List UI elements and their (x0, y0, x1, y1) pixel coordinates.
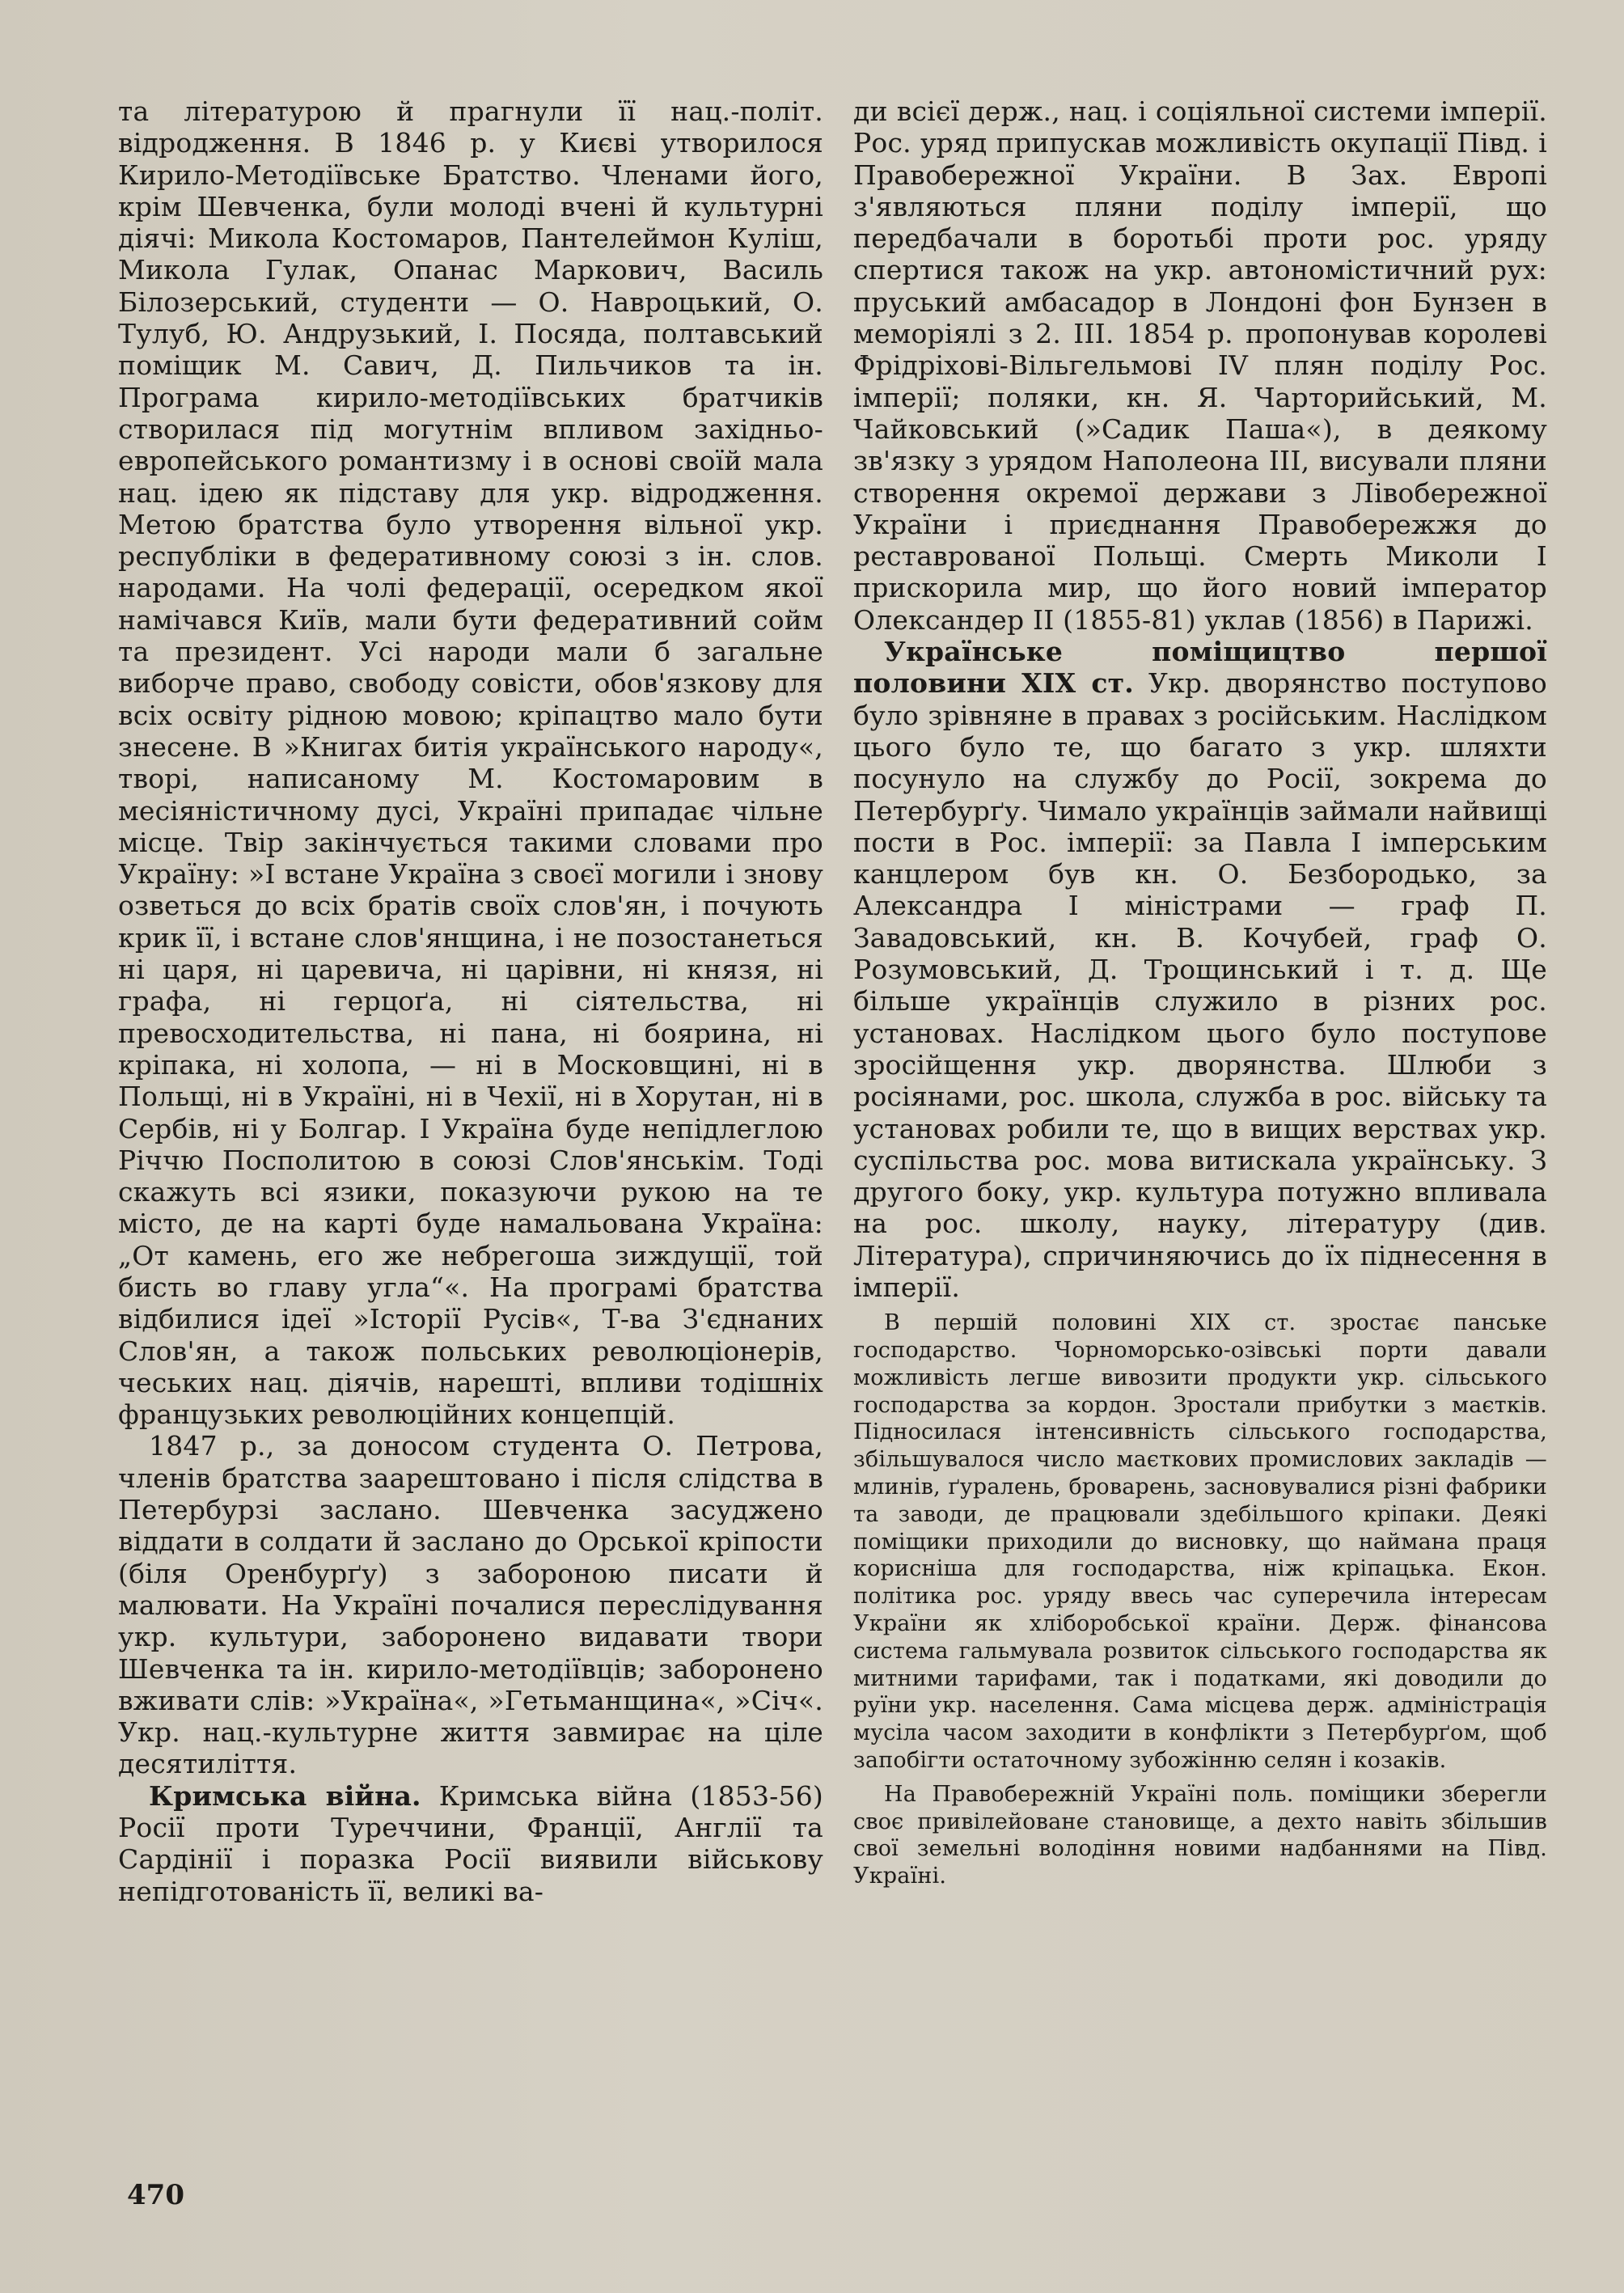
page-number: 470 (127, 2179, 184, 2211)
right-column (853, 95, 1547, 1890)
paragraph-text: Кримська війна (1853-56) Росії проти Туреччини, Франції, Англії та Сардінії і поразка Росії виявили військову непідготованість її, великі ва- (118, 1779, 823, 1907)
section-heading-landowners: Українське поміщицтво першої половини XIX ст. (853, 636, 1547, 700)
paragraph-estate-economy: В першій половині XIX ст. зростає панське господарство. Чорноморсько-озівські порти давали можливість легше вивозити продукти укр. сільського господарства за кордон. Зростали прибутки з маєтків. Підносилася інтенсивність сільського господарства, збільшувалося число маєткових промислових закладів — млинів, ґуралень, броварень, засновувалися різні фабрики та заводи, де працювали здебільшого кріпаки. Деякі поміщики приходили до висновку, що наймана праця корисніша для господарства, ніж кріпацька. Екон. політика рос. уряду ввесь час суперечила інтересам України як хліборобської країни. Держ. фінансова система гальмувала розвиток сільського господарства як митними тарифами, так і податками, які доводили до руїни укр. населення. Сама місцева держ. адміністрація мусіла часом заходити в конфлікти з Петербурґом, щоб запобігти остаточному зубожінню селян і козаків. (853, 1310, 1547, 1774)
paragraph-landowners (853, 636, 1547, 1303)
paragraph-crimean-war-continued: ди всієї держ., нац. і соціяльної системи імперії. Рос. уряд припускав можливість окупації Півд. і Правобережної України. В Зах. Европі з'являються пляни поділу імперії, що передбачали в боротьбі проти рос. уряду спертися також на укр. автономістичний рух: пруський амбасадор в Лондоні фон Бунзен в меморіялі з 2. III. 1854 р. пропонував королеві Фрідріхові-Вільгельмові IV плян поділу Рос. імперії; поляки, кн. Я. Чарторийський, М. Чайковський (»Садик Паша«), в деякому зв'язку з урядом Наполеона III, висували пляни створення окремої держави з Лівобережної України і приєднання Правобережжя до реставрованої Польщі. Смерть Миколи І прискорила мир, що його новий імператор Олександер II (1855-81) уклав (1856) в Парижі. (853, 95, 1547, 636)
paragraph-text: Укр. дворянство поступово було зрівняне в правах з російським. Наслідком цього було те, що багато з укр. шляхти посунуло на службу до Росії, зокрема до Петербурґу. Чимало українців займали найвищі пости в Рос. імперії: за Павла І імперським канцлером був кн. О. Безбородько, за Александра І міністрами — граф П. Завадовський, кн. В. Кочубей, граф О. Розумовський, Д. Трощинський і т. д. Ще більше українців служило в різних рос. установах. Наслідком цього було поступове зросійщення укр. дворянства. Шлюби з росіянами, рос. школа, служба в рос. війську та установах робили те, що в вищих верствах укр. суспільства рос. мова витискала українську. З другого боку, укр. культура потужно впливала на рос. школу, науку, літературу (див. Література), спричиняючись до їх піднесення в імперії. (853, 667, 1547, 1303)
paragraph-1847-arrests: 1847 р., за доносом студента О. Петрова, членів братства заарештовано і після слідства в Петербурзі заслано. Шевченка засуджено віддати в солдати й заслано до Орської кріпости (біля Оренбурґу) з забороною писати й малювати. На Україні почалися переслідування укр. культури, заборонено видавати твори Шевченка та ін. кирило-методіївців; заборонено вживати слів: »Україна«, »Гетьманщина«, »Січ«. Укр. нац.-культурне життя завмирає на ціле десятиліття. (118, 1430, 823, 1780)
paragraph-brotherhood: та літературою й прагнули її нац.-політ. відродження. В 1846 р. у Києві утворилося Кирило-Методіївське Братство. Членами його, крім Шевченка, були молоді вчені й культурні діячі: Микола Костомаров, Пантелеймон Куліш, Микола Гулак, Опанас Маркович, Василь Білозерський, студенти — О. Навроцький, О. Тулуб, Ю. Андрузький, І. Посяда, полтавський поміщик М. Савич, Д. Пильчиков та ін. Програма кирило-методіївських братчиків створилася під могутнім впливом західньо-европейського романтизму і в основі своїй мала нац. ідею як підставу для укр. відродження. Метою братства було утворення вільної укр. республіки в федеративному союзі з ін. слов. народами. На чолі федерації, осередком якої намічався Київ, мали бути федеративний сойм та президент. Усі народи мали б загальне виборче право, свободу совісти, обов'язкову для всіх освіту рідною мовою; кріпацтво мало бути знесене. В »Книгах битія українського народу«, творі, написаному М. Костомаровим в месіяністичному дусі, Україні припадає чільне місце. Твір закінчується такими словами про Україну: »І встане Україна з своєї могили і знову озветься до всіх братів своїх слов'ян, і почують крик її, і встане слов'янщина, і не позостанеться ні царя, ні царевича, ні царівни, ні князя, ні графа, ні герцоґа, ні сіятельства, ні превосходительства, ні пана, ні боярина, ні кріпака, ні холопа, — ні в Московщині, ні в Польщі, ні в Україні, ні в Чехії, ні в Хорутан, ні в Сербів, ні у Болгар. І Україна буде непідлеглою Річчю Посполитою в союзі Слов'янськім. Тоді скажуть всі язики, показуючи рукою на те місто, де на карті буде намальована Україна: „От камень, его же небрегоша зиждущії, той бисть во главу угла“«. На програмі братства відбилися ідеї »Історії Русів«, Т-ва З'єднаних Слов'ян, а також польських революціонерів, чеських нац. діячів, нарешті, впливи тодішніх французьких революційних концепцій. (118, 95, 823, 1431)
section-heading-crimean-war: Кримська війна. (149, 1779, 421, 1812)
paragraph-right-bank: На Правобережній Україні поль. поміщики зберегли своє привілейоване становище, а деxто навіть збільшив свої земельні володіння новими надбаннями на Півд. Україні. (853, 1781, 1547, 1889)
left-column (118, 95, 823, 1907)
paragraph-crimean-war (118, 1780, 823, 1907)
